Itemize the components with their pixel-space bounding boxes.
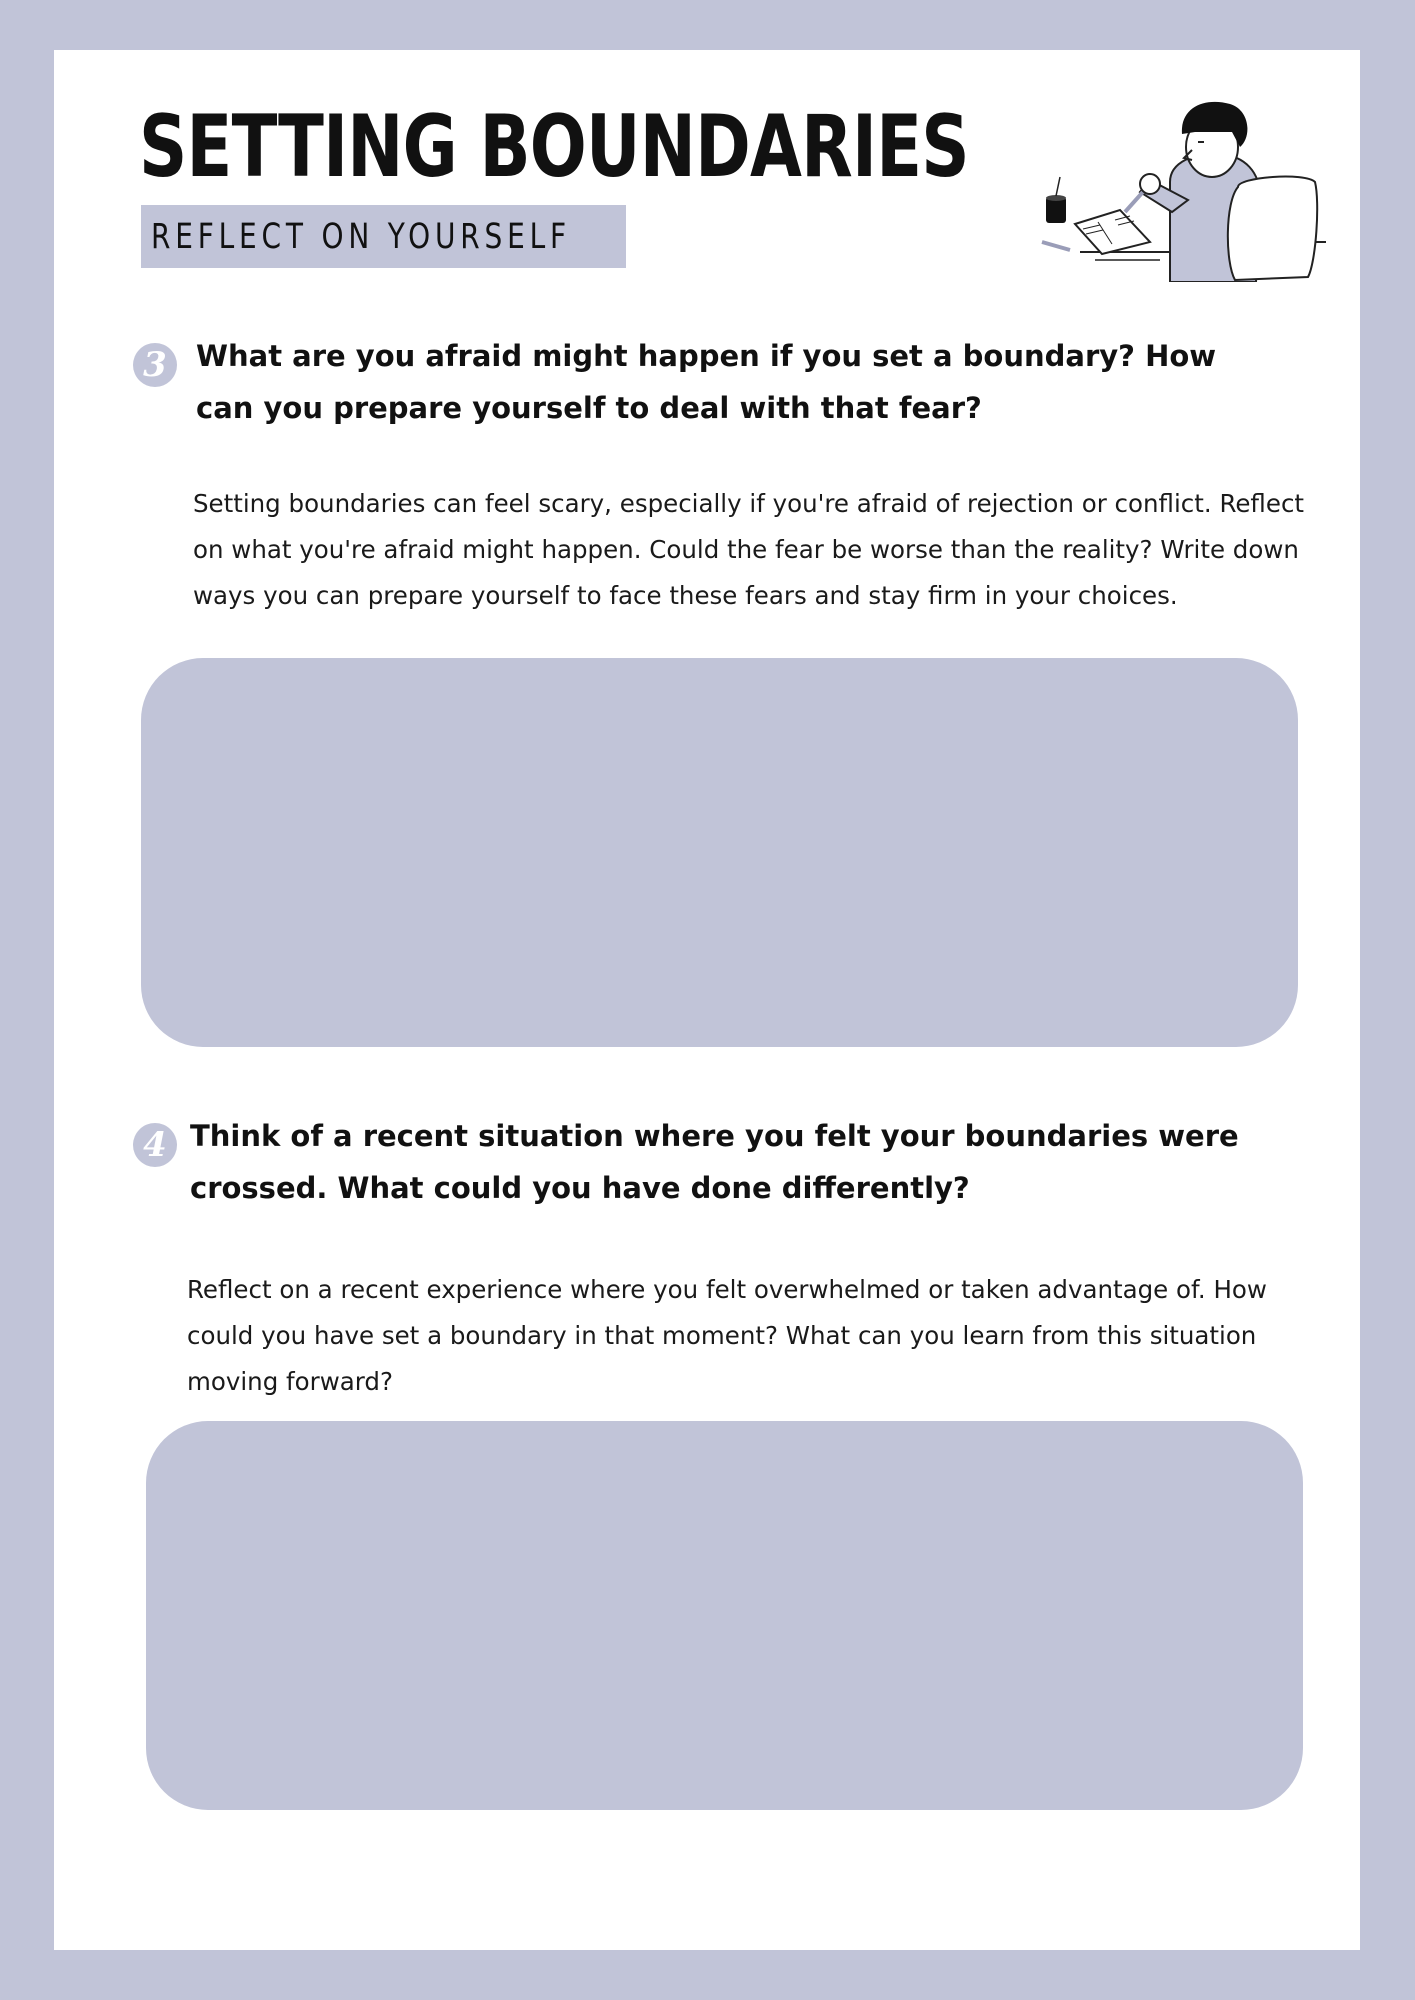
page-subtitle: REFLECT ON YOURSELF bbox=[151, 217, 571, 257]
answer-box[interactable] bbox=[141, 658, 1298, 1047]
subtitle-banner bbox=[141, 205, 626, 268]
question-description: Reflect on a recent experience where you felt overwhelmed or taken advantage of. How could you have set a boundary in that moment? What can you learn from this situation moving forward? bbox=[187, 1275, 1267, 1396]
question-heading: Think of a recent situation where you felt your boundaries were crossed. What could you have done differently? bbox=[190, 1119, 1239, 1205]
question-number-badge: 3 bbox=[133, 343, 177, 387]
answer-box[interactable] bbox=[146, 1421, 1303, 1810]
worksheet-page bbox=[54, 50, 1360, 1950]
question-heading: What are you afraid might happen if you set a boundary? How can you prepare yourself to deal with that fear? bbox=[196, 339, 1217, 425]
page-title: SETTING BOUNDARIES bbox=[139, 97, 969, 197]
question-description: Setting boundaries can feel scary, especially if you're afraid of rejection or conflict. Reflect on what you're afraid might happen. Could the fear be worse than the reality? Write down ways you can prepare yourself to face these fears and stay firm in your choices. bbox=[193, 489, 1305, 610]
question-number-badge: 4 bbox=[133, 1123, 177, 1167]
person-writing-illustration bbox=[1020, 92, 1340, 282]
